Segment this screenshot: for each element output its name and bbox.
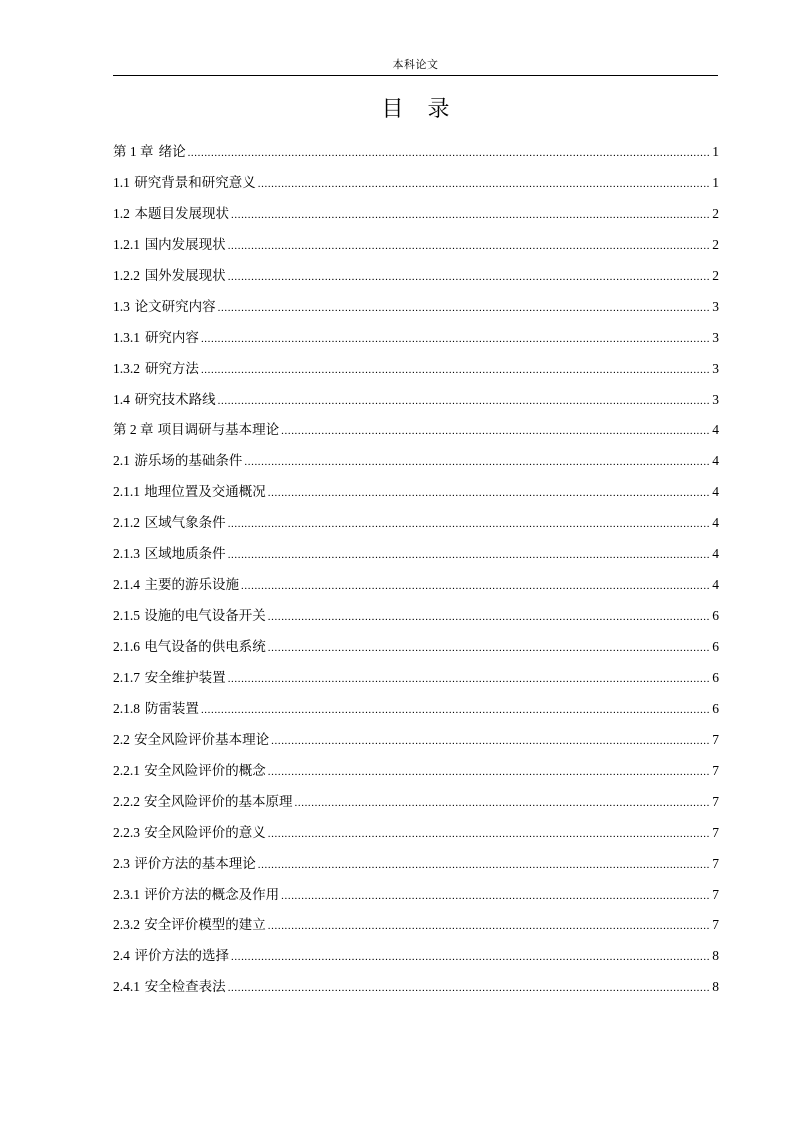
toc-entry-title: 研究方法 [144,360,199,377]
toc-entry-number: 2.2.3 [113,824,140,840]
dot-leader [268,824,710,844]
toc-entry-number: 2.2 [113,731,130,747]
toc-entry-page: 6 [712,700,719,716]
toc-entry[interactable] [113,297,719,328]
toc-entry-number: 2.4 [113,948,130,964]
toc-entry-page: 3 [712,391,719,407]
toc-entry-page: 6 [712,608,719,624]
toc-entry[interactable] [113,699,719,730]
toc-entry-number: 2.1.8 [113,700,140,716]
dot-leader [295,793,710,813]
toc-entry-title: 评价方法的选择 [134,948,230,965]
toc-entry-number: 1.2.2 [113,267,140,283]
dot-leader [228,978,710,998]
toc-entry-page: 2 [712,236,719,252]
toc-entry-page: 4 [712,422,719,438]
dot-leader [231,205,710,225]
toc-entry-title: 安全评价模型的建立 [144,917,266,934]
toc-entry-title: 电气设备的供电系统 [144,639,266,655]
toc-entry-page: 4 [712,577,719,593]
toc-entry-title: 安全维护装置 [144,669,226,686]
toc-entry-title: 地理位置及交通概况 [144,484,266,501]
toc-entry[interactable] [113,730,719,761]
toc-entry-page: 6 [712,669,719,685]
toc-entry-title: 区域地质条件 [144,546,226,563]
toc-entry-number: 2.1.5 [113,608,140,624]
toc-entry-number: 1.2 [113,205,130,221]
toc-entry-page: 7 [712,855,719,871]
toc-entry-title: 游乐场的基础条件 [134,453,243,470]
toc-entry[interactable] [113,761,719,792]
toc-entry-title: 评价方法的基本理论 [134,855,256,872]
toc-entry-number: 2.1.1 [113,484,140,500]
toc-entry-page: 7 [712,762,719,778]
toc-entry-page: 7 [712,731,719,747]
dot-leader [268,762,710,782]
toc-entry-title: 安全风险评价的意义 [144,824,266,841]
toc-entry-title: 国内发展现状 [144,236,226,253]
toc-entry-number: 2.3 [113,855,130,871]
dot-leader [228,669,710,689]
toc-entry[interactable] [113,823,719,854]
toc-entry[interactable] [113,637,719,668]
toc-entry-page: 3 [712,360,719,376]
table-of-contents [113,142,719,1008]
toc-entry[interactable] [113,204,719,235]
toc-entry-number: 2.2.2 [113,793,140,809]
toc-entry-page: 6 [712,639,719,654]
toc-entry-page: 7 [712,917,719,933]
toc-entry-number: 2.2.1 [113,762,140,778]
toc-entry-number: 1.3 [113,298,130,314]
toc-entry-title: 本题目发展现状 [134,205,230,222]
toc-entry[interactable] [113,668,719,699]
dot-leader [258,855,710,875]
toc-entry-number: 2.1.2 [113,515,140,531]
dot-leader [281,886,710,906]
toc-entry-number: 1.1 [113,174,130,190]
dot-leader [244,452,710,472]
toc-entry-title: 安全风险评价基本理论 [134,731,270,748]
toc-entry-page: 3 [712,298,719,314]
toc-entry[interactable] [113,885,719,916]
toc-entry[interactable] [113,328,719,359]
toc-entry-page: 1 [712,174,719,190]
toc-entry[interactable] [113,977,719,1008]
dot-leader [281,421,710,441]
running-header: 本科论文 [392,58,439,71]
dot-leader [268,916,710,936]
toc-entry-number: 第 1 章 [113,144,154,159]
toc-entry-title: 论文研究内容 [134,298,216,315]
toc-entry-number: 1.3.1 [113,329,140,345]
dot-leader [218,298,710,318]
toc-entry-page: 4 [712,453,719,469]
toc-entry-title: 研究内容 [144,329,199,346]
dot-leader [268,638,710,658]
toc-entry-page: 1 [712,144,719,159]
dot-leader [271,731,710,751]
toc-entry-number: 1.2.1 [113,236,140,252]
dot-leader [241,576,710,596]
toc-entry[interactable] [113,575,719,606]
toc-entry-number: 2.1.6 [113,639,140,654]
toc-entry-page: 7 [712,793,719,809]
toc-entry[interactable] [113,792,719,823]
toc-entry[interactable] [113,173,719,204]
toc-entry-number: 1.3.2 [113,360,140,376]
toc-entry[interactable] [113,235,719,266]
toc-entry-page: 4 [712,546,719,562]
toc-entry-page: 4 [712,484,719,500]
toc-entry[interactable] [113,451,719,482]
toc-entry[interactable] [113,482,719,513]
toc-entry-page: 8 [712,979,719,995]
dot-leader [218,391,710,411]
toc-entry-title: 设施的电气设备开关 [144,608,266,625]
toc-entry[interactable] [113,266,719,297]
toc-entry-page: 4 [712,515,719,531]
dot-leader [188,143,710,163]
toc-entry-number: 2.1 [113,453,130,469]
toc-entry-page: 2 [712,205,719,221]
toc-entry-title: 安全检查表法 [144,979,226,996]
dot-leader [258,174,710,194]
toc-entry[interactable] [113,915,719,946]
toc-entry-title: 绪论 [158,144,186,160]
toc-entry[interactable] [113,142,719,173]
toc-entry-title: 项目调研与基本理论 [157,422,280,439]
toc-entry-page: 7 [712,824,719,840]
toc-entry-title: 安全风险评价的基本原理 [144,793,293,810]
toc-entry[interactable] [113,854,719,885]
toc-entry-number: 2.3.1 [113,886,140,902]
dot-leader [268,607,710,627]
toc-entry-number: 2.1.4 [113,577,140,593]
dot-leader [201,360,710,380]
toc-entry-title: 国外发展现状 [144,267,226,284]
toc-entry-number: 2.3.2 [113,917,140,933]
toc-entry[interactable] [113,359,719,390]
toc-entry-title: 研究技术路线 [134,391,216,408]
toc-entry[interactable] [113,420,719,451]
dot-leader [228,236,710,256]
toc-entry-title: 安全风险评价的概念 [144,762,266,779]
toc-entry[interactable] [113,606,719,637]
toc-entry[interactable] [113,390,719,421]
dot-leader [228,514,710,534]
toc-entry[interactable] [113,544,719,575]
toc-entry-title: 主要的游乐设施 [144,577,240,594]
dot-leader [201,329,710,349]
toc-entry-number: 2.1.7 [113,669,140,685]
dot-leader [228,267,710,287]
toc-title: 目录 [381,97,474,122]
toc-entry-page: 3 [712,329,719,345]
toc-entry-number: 2.1.3 [113,546,140,562]
dot-leader [268,483,710,503]
toc-entry-title: 区域气象条件 [144,515,226,532]
dot-leader [231,947,710,967]
header-rule [113,75,718,76]
dot-leader [228,545,710,565]
toc-entry-page: 2 [712,267,719,283]
toc-entry[interactable] [113,513,719,544]
toc-entry-title: 评价方法的概念及作用 [144,886,280,903]
toc-entry-number: 1.4 [113,391,130,407]
toc-entry-number: 第 2 章 [113,422,154,438]
toc-entry-title: 研究背景和研究意义 [134,174,256,191]
toc-entry-title: 防雷装置 [144,700,199,717]
toc-entry-number: 2.4.1 [113,979,140,995]
toc-entry-page: 8 [712,948,719,964]
dot-leader [201,700,710,720]
toc-entry-page: 7 [712,886,719,902]
toc-entry[interactable] [113,946,719,977]
